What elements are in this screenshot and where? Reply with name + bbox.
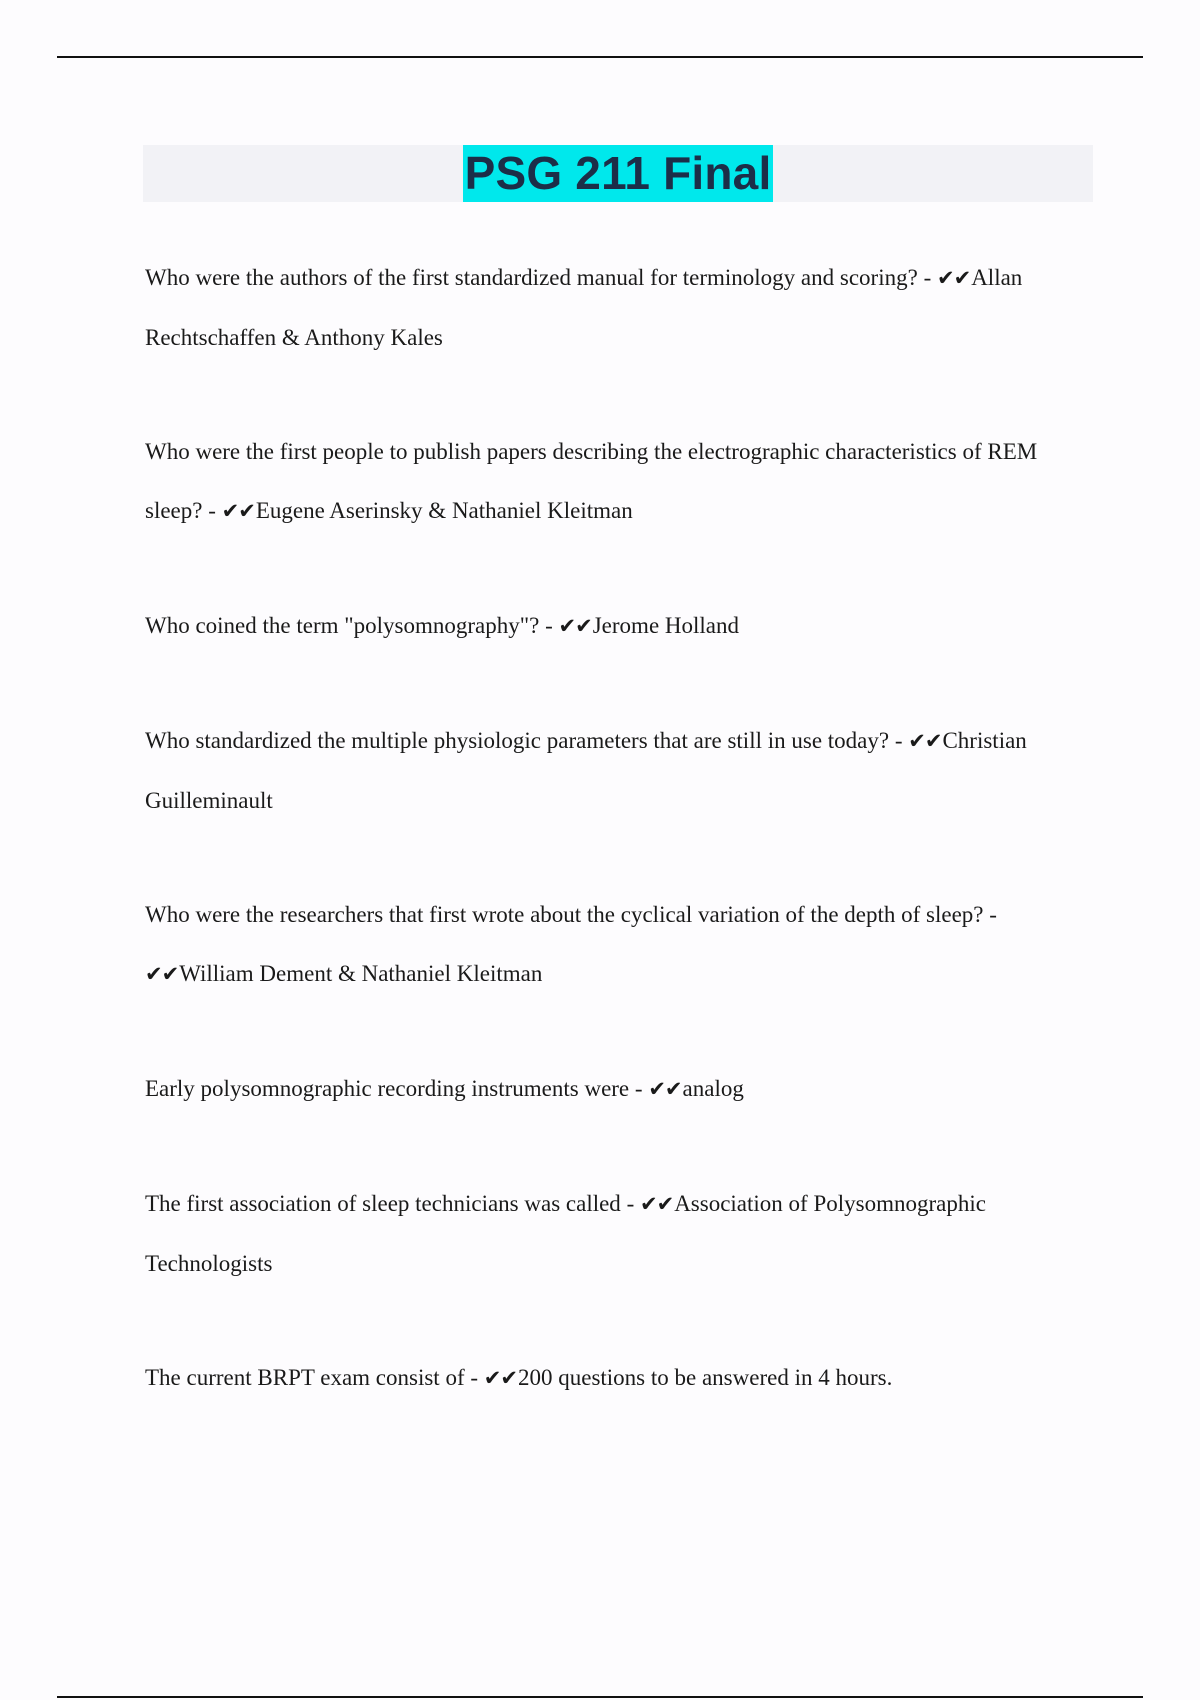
question-text: Who were the first people to publish papers describing the electrographic characteristics of REM sleep? xyxy=(145,439,1038,523)
answer-text: analog xyxy=(682,1076,744,1101)
bottom-rule xyxy=(57,1696,1143,1698)
answer-text: Allan Rechtschaffen & Anthony Kales xyxy=(145,265,1023,350)
answer-text: William Dement & Nathaniel Kleitman xyxy=(179,961,543,986)
qa-item xyxy=(145,1348,1095,1408)
separator: - xyxy=(202,498,222,523)
question-text: Early polysomnographic recording instruments were xyxy=(145,1076,630,1101)
check-mark-icon: ✔✔ xyxy=(936,266,971,290)
answer-text: Christian Guilleminault xyxy=(145,728,1027,813)
answer-text: 200 questions to be answered in 4 hours. xyxy=(517,1365,893,1390)
question-text: Who standardized the multiple physiologic parameters that are still in use today? xyxy=(145,728,890,753)
check-mark-icon: ✔✔ xyxy=(639,1192,674,1216)
question-text: Who were the researchers that first wrote about the cyclical variation of the depth of sleep? xyxy=(145,902,984,927)
check-mark-icon: ✔✔ xyxy=(908,729,942,753)
qa-item xyxy=(145,711,1095,830)
answer-text: Association of Polysomnographic Technologists xyxy=(145,1191,986,1276)
check-mark-icon: ✔✔ xyxy=(145,962,179,986)
question-text: Who coined the term "polysomnography"? xyxy=(145,613,540,638)
page-title: PSG 211 Final xyxy=(463,145,774,202)
qa-item xyxy=(145,596,1095,656)
separator: - xyxy=(629,1076,649,1101)
separator: - xyxy=(917,265,937,290)
check-mark-icon: ✔✔ xyxy=(648,1077,682,1101)
separator: - xyxy=(464,1365,484,1390)
separator: - xyxy=(983,902,997,927)
qa-item xyxy=(145,1059,1095,1119)
qa-list xyxy=(145,248,1095,1408)
separator: - xyxy=(620,1191,640,1216)
check-mark-icon: ✔✔ xyxy=(483,1366,517,1390)
question-text: Who were the authors of the first standardized manual for terminology and scoring? xyxy=(145,265,918,290)
top-rule xyxy=(57,56,1143,58)
question-text: The current BRPT exam consist of xyxy=(145,1365,465,1390)
qa-item xyxy=(145,885,1095,1004)
check-mark-icon: ✔✔ xyxy=(221,499,255,523)
title-band xyxy=(143,145,1093,202)
question-text: The first association of sleep technicians was called xyxy=(145,1191,621,1216)
answer-text: Jerome Holland xyxy=(592,613,739,638)
qa-item xyxy=(145,248,1095,367)
qa-item xyxy=(145,422,1095,541)
check-mark-icon: ✔✔ xyxy=(558,614,592,638)
qa-item xyxy=(145,1174,1095,1293)
separator: - xyxy=(889,728,909,753)
separator: - xyxy=(539,613,559,638)
answer-text: Eugene Aserinsky & Nathaniel Kleitman xyxy=(255,498,633,523)
